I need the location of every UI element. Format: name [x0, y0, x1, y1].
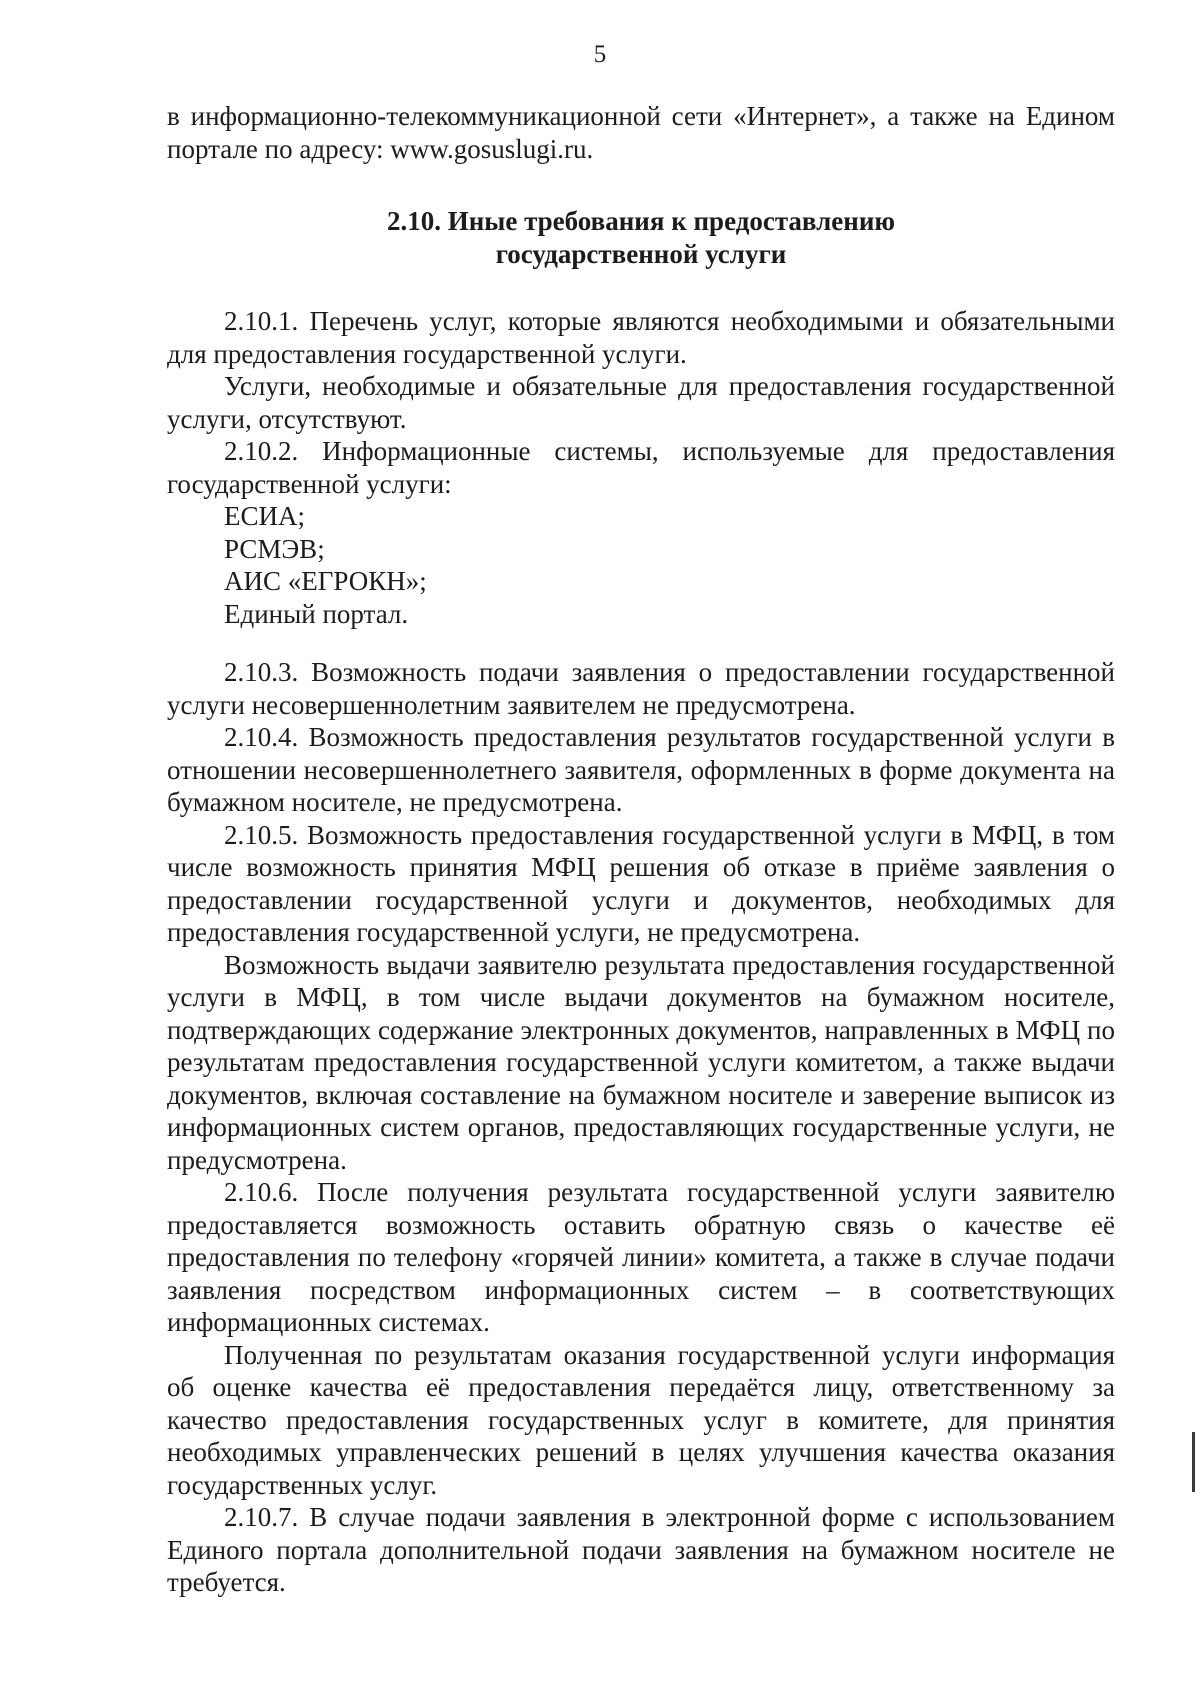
section-title-line-1: 2.10. Иные требования к предоставлению — [386, 206, 896, 236]
section-heading — [167, 205, 1115, 271]
paragraph-2-10-4: 2.10.4. Возможность предоставления результатов государственной услуги в отношении несовершеннолетнего заявителя, оформленных в форме документа на бумажном носителе, не предусмотрена. — [167, 722, 1115, 817]
document-body — [167, 100, 1115, 1599]
scan-margin-mark — [1192, 1432, 1195, 1492]
paragraph-mfc-issuance: Возможность выдачи заявителю результата предоставления государственной услуги в МФЦ, в том числе выдачи документов на бумажном носителе, подтверждающих содержание электронных документов, направленных в МФЦ по результатам предоставления государственной услуги комитетом, а также выдачи документов, включая составление на бумажном носителе и заверение выписок из информационных систем органов, предоставляющих государственные услуги, не предусмотрена. — [167, 949, 1115, 1175]
page-number: 5 — [593, 41, 607, 68]
paragraph-2-10-5: 2.10.5. Возможность предоставления государственной услуги в МФЦ, в том числе возможность принятия МФЦ решения об отказе в приёме заявления о предоставлении государственной услуги и документов, необходимых для предоставления государственной услуги, не предусмотрена. — [167, 819, 1115, 947]
paragraph-2-10-1: 2.10.1. Перечень услуг, которые являются необходимыми и обязательными для предоставления государственной услуги. — [167, 306, 1115, 369]
list-item: Единый портал. — [224, 598, 409, 629]
paragraph-quality-feedback: Полученная по результатам оказания государственной услуги информация об оценке качества её предоставления передаётся лицу, ответственному за качество предоставления государственных услуг в комитете, для принятия необходимых управленческих решений в целях улучшения качества оказания государственных услуг. — [167, 1339, 1115, 1500]
section-title-line-2: государственной услуги — [495, 239, 787, 269]
paragraph-2-10-6: 2.10.6. После получения результата государственной услуги заявителю предоставляется возможность оставить обратную связь о качестве её предоставления по телефону «горячей линии» комитета, а также в случае подачи заявления посредством информационных систем – в соответствующих информационных системах. — [167, 1177, 1115, 1337]
paragraph-2-10-3: 2.10.3. Возможность подачи заявления о предоставлении государственной услуги несовершеннолетним заявителем не предусмотрена. — [167, 657, 1115, 720]
spacer — [167, 630, 1115, 656]
intro-paragraph: в информационно-телекоммуникационной сети «Интернет», а также на Едином портале по адресу: www.gosuslugi.ru. — [167, 101, 1115, 164]
paragraph-services-absent: Услуги, необходимые и обязательные для предоставления государственной услуги, отсутствуют. — [167, 371, 1115, 434]
list-item: АИС «ЕГРОКН»; — [224, 566, 427, 596]
list-item: РСМЭВ; — [224, 533, 325, 564]
information-systems-list — [167, 500, 1115, 630]
paragraph-2-10-2: 2.10.2. Информационные системы, используемые для предоставления государственной услуги: — [167, 436, 1115, 499]
paragraph-2-10-7: 2.10.7. В случае подачи заявления в электронной форме с использованием Единого портала дополнительной подачи заявления на бумажном носителе не требуется. — [167, 1502, 1115, 1597]
list-item: ЕСИА; — [224, 501, 305, 531]
